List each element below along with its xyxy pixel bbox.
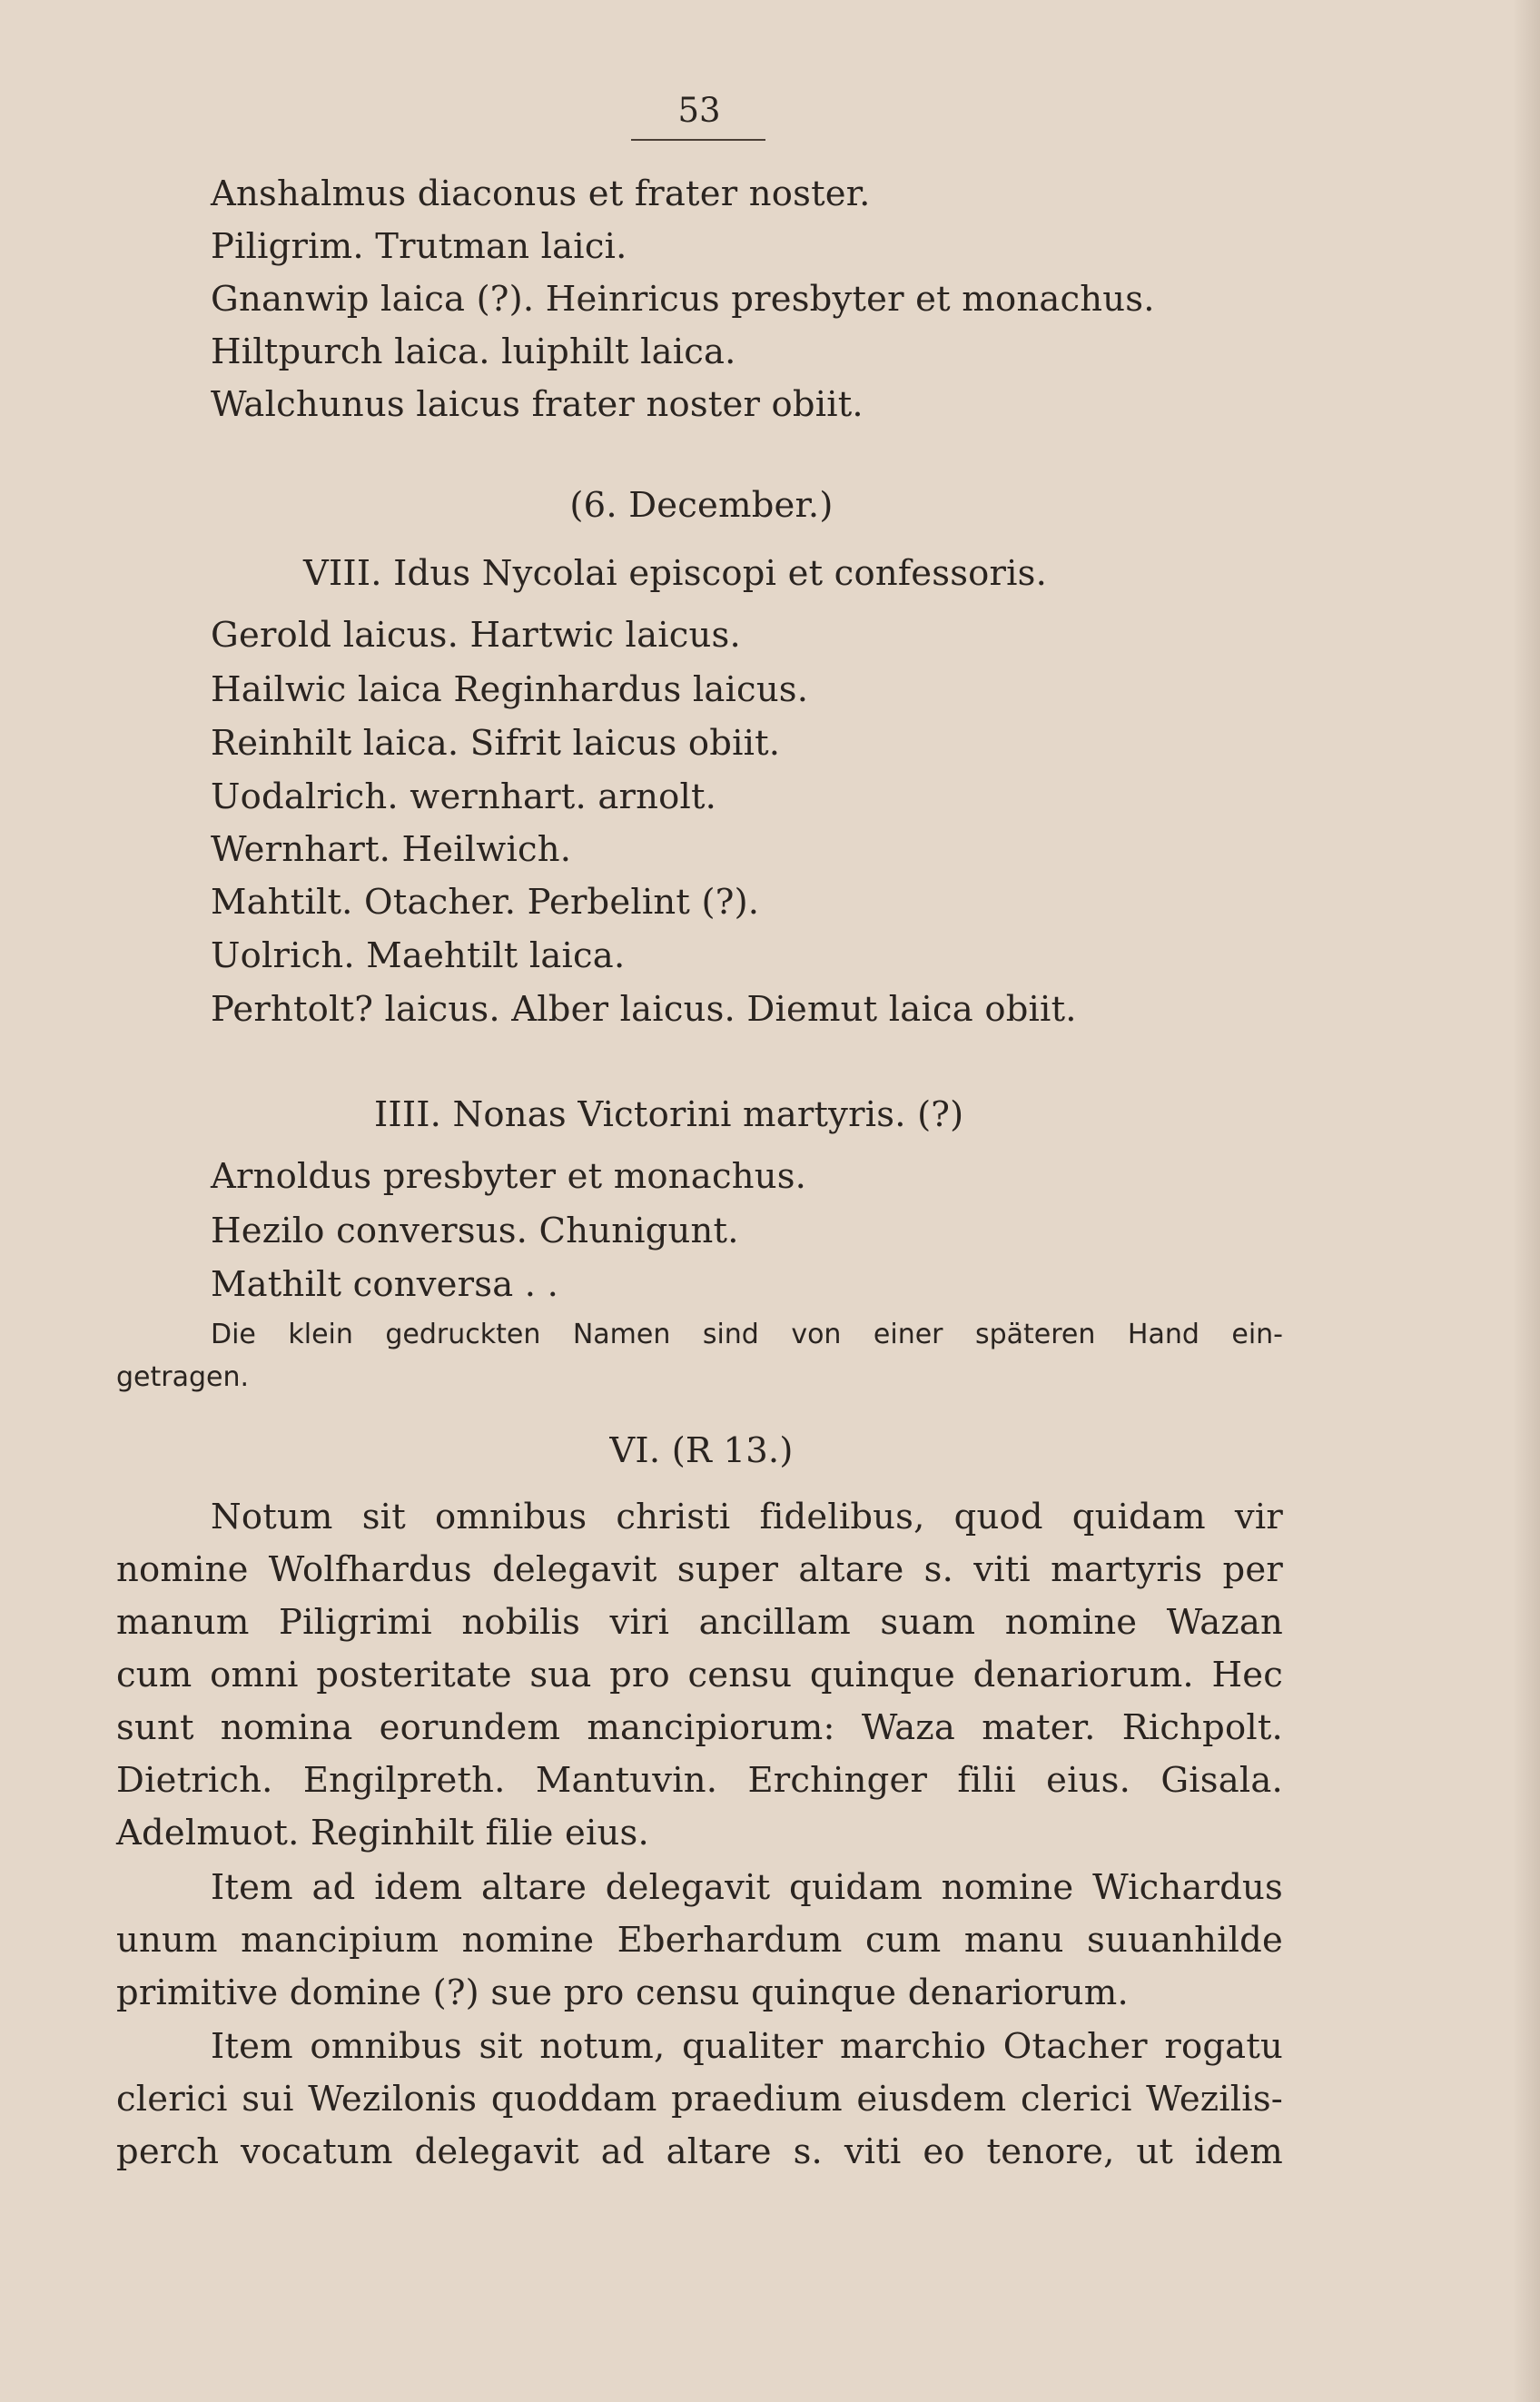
paragraph-line: perch vocatum delegavit ad altare s. viti eo tenore, ut idem <box>116 2131 1283 2172</box>
entry-line: Wernhart. Heilwich. <box>211 829 572 870</box>
entry-line: Arnoldus presbyter et monachus. <box>211 1156 807 1197</box>
paragraph-line: Dietrich. Engilpreth. Mantuvin. Erchinger filii eius. Gisala. <box>116 1760 1283 1801</box>
entry-line: Hiltpurch laica. luiphilt laica. <box>211 331 736 372</box>
entry-line: Uodalrich. wernhart. arnolt. <box>211 776 717 817</box>
paragraph-line: primitive domine (?) sue pro censu quinque denariorum. <box>116 1972 1129 2013</box>
feast-heading: IIII. Nonas Victorini martyris. (?) <box>374 1094 964 1135</box>
feast-heading: VIII. Idus Nycolai episcopi et confessoris. <box>303 553 1048 594</box>
paragraph-line: manum Piligrimi nobilis viri ancillam suam nomine Wazan <box>116 1602 1283 1643</box>
footnote-line: getragen. <box>116 1361 250 1393</box>
paragraph-line: nomine Wolfhardus delegavit super altare s. viti martyris per <box>116 1549 1283 1590</box>
paragraph-line: cum omni posteritate sua pro censu quinque denariorum. Hec <box>116 1655 1283 1695</box>
entry-line: Gerold laicus. Hartwic laicus. <box>211 615 741 656</box>
page-number-rule <box>631 139 765 141</box>
footnote-line: Die klein gedruckten Namen sind von einer späteren Hand ein- <box>211 1319 1283 1350</box>
entry-line: Mathilt conversa . . <box>211 1264 559 1305</box>
entry-line: Piligrim. Trutman laici. <box>211 226 627 267</box>
entry-line: Mahtilt. Otacher. Perbelint (?). <box>211 882 760 923</box>
entry-line: Anshalmus diaconus et frater noster. <box>211 173 871 214</box>
paragraph-line: Item omnibus sit notum, qualiter marchio Otacher rogatu <box>211 2026 1283 2067</box>
paragraph-line: Notum sit omnibus christi fidelibus, quod quidam vir <box>211 1497 1283 1537</box>
paragraph-line: Adelmuot. Reginhilt filie eius. <box>116 1813 649 1853</box>
paragraph-line: unum mancipium nomine Eberhardum cum manu suuanhilde <box>116 1920 1283 1961</box>
paragraph-line: clerici sui Wezilonis quoddam praedium eiusdem clerici Wezilis- <box>116 2079 1283 2120</box>
entry-line: Gnanwip laica (?). Heinricus presbyter et monachus. <box>211 279 1155 320</box>
date-heading: (6. December.) <box>569 485 834 526</box>
entry-line: Hailwic laica Reginhardus laicus. <box>211 669 809 710</box>
page-edge-shadow <box>1513 0 1540 2402</box>
page-number: 53 <box>677 91 721 130</box>
paragraph-line: sunt nomina eorundem mancipiorum: Waza mater. Richpolt. <box>116 1707 1283 1748</box>
paragraph-line: Item ad idem altare delegavit quidam nomine Wichardus <box>211 1867 1283 1908</box>
entry-line: Perhtolt? laicus. Alber laicus. Diemut laica obiit. <box>211 989 1077 1030</box>
entry-line: Reinhilt laica. Sifrit laicus obiit. <box>211 723 781 764</box>
entry-line: Walchunus laicus frater noster obiit. <box>211 384 864 425</box>
entry-line: Hezilo conversus. Chunigunt. <box>211 1211 739 1251</box>
entry-line: Uolrich. Maehtilt laica. <box>211 935 626 976</box>
section-heading: VI. (R 13.) <box>609 1430 794 1471</box>
